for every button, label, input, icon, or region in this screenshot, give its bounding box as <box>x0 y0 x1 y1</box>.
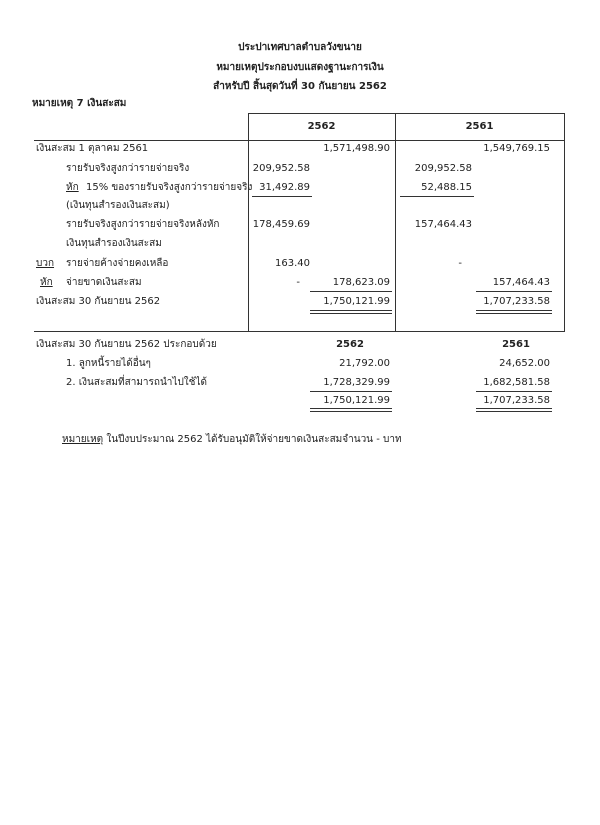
org-name: ประปาเทศบาลตำบลวังขนาย <box>238 42 362 53</box>
footnote-label: หมายเหตุ <box>62 434 104 445</box>
row-reserve-note: (เงินทุนสำรองเงินสะสม) <box>66 200 170 211</box>
row-after-deduct-label: รายรับจริงสูงกว่ารายจ่ายจริงหลังหัก <box>66 219 220 230</box>
table-header-border <box>34 140 565 141</box>
composition-total-2561: 1,707,233.58 <box>483 395 550 406</box>
row-income-2561: 209,952.58 <box>414 163 472 174</box>
row-add-prefix: บวก <box>36 258 55 269</box>
row-add-2561: - <box>458 258 462 269</box>
deduct15-underline-2561 <box>400 196 474 197</box>
note-title: หมายเหตุ 7 เงินสะสม <box>32 98 127 109</box>
composition-item-1-2561: 24,652.00 <box>499 358 550 369</box>
row-closing-label: เงินสะสม 30 กันยายน 2562 <box>36 296 161 307</box>
statement-title: หมายเหตุประกอบงบแสดงฐานะการเงิน <box>216 62 384 73</box>
row-disburse-2562-a: - <box>296 277 300 288</box>
composition-item-1-label: 1. ลูกหนี้รายได้อื่นๆ <box>66 358 151 369</box>
row-deduct15-label: 15% ของรายรับจริงสูงกว่ารายจ่ายจริง <box>86 182 253 193</box>
composition-item-2-2561: 1,682,581.58 <box>483 377 550 388</box>
table-top-border <box>248 113 565 114</box>
row-income-label: รายรับจริงสูงกว่ารายจ่ายจริง <box>66 163 190 174</box>
row-deduct15-prefix: หัก <box>66 182 79 193</box>
disburse-underline-2561 <box>476 291 552 292</box>
row-after-deduct-2562: 178,459.69 <box>252 219 310 230</box>
row-opening-label: เงินสะสม 1 ตุลาคม 2561 <box>36 143 149 154</box>
row-disburse-prefix: หัก <box>40 277 53 288</box>
period-title: สำหรับปี สิ้นสุดวันที่ 30 กันยายน 2562 <box>213 81 387 92</box>
composition-total-2562: 1,750,121.99 <box>323 395 390 406</box>
deduct15-underline-2562 <box>252 196 312 197</box>
composition-col-2561: 2561 <box>502 339 530 350</box>
composition-item-2-2562: 1,728,329.99 <box>323 377 390 388</box>
row-disburse-2562: 178,623.09 <box>332 277 390 288</box>
composition-item-1-2562: 21,792.00 <box>339 358 390 369</box>
row-after-deduct-2561: 157,464.43 <box>414 219 472 230</box>
composition-item-2-label: 2. เงินสะสมที่สามารถนำไปใช้ได้ <box>66 377 207 388</box>
composition-underline-2561 <box>476 391 552 392</box>
table-bottom-border <box>34 331 565 332</box>
row-after-deduct-label-2: เงินทุนสำรองเงินสะสม <box>66 238 162 249</box>
closing-double-underline-2561 <box>476 310 552 314</box>
col-header-2562: 2562 <box>307 121 336 132</box>
composition-label: เงินสะสม 30 กันยายน 2562 ประกอบด้วย <box>36 339 217 350</box>
col-header-2561: 2561 <box>465 121 494 132</box>
table-col-divider-3 <box>564 113 565 331</box>
row-opening-2561: 1,549,769.15 <box>483 143 550 154</box>
footnote <box>62 434 402 446</box>
row-disburse-2561: 157,464.43 <box>492 277 550 288</box>
row-deduct15-2562: 31,492.89 <box>259 182 310 193</box>
row-deduct15-2561: 52,488.15 <box>421 182 472 193</box>
footnote-text: ในปีงบประมาณ 2562 ได้รับอนุมัติให้จ่ายขาดเงินสะสมจำนวน - บาท <box>103 434 402 445</box>
disburse-underline-2562 <box>310 291 392 292</box>
row-closing-2562: 1,750,121.99 <box>323 296 390 307</box>
row-income-2562: 209,952.58 <box>252 163 310 174</box>
composition-underline-2562 <box>310 391 392 392</box>
row-add-2562: 163.40 <box>275 258 310 269</box>
closing-double-underline-2562 <box>310 310 392 314</box>
row-opening-2562: 1,571,498.90 <box>323 143 390 154</box>
composition-double-underline-2561 <box>476 408 552 412</box>
composition-double-underline-2562 <box>310 408 392 412</box>
composition-col-2562: 2562 <box>336 339 364 350</box>
row-disburse-label: จ่ายขาดเงินสะสม <box>66 277 142 288</box>
row-add-label: รายจ่ายค้างจ่ายคงเหลือ <box>66 258 169 269</box>
row-closing-2561: 1,707,233.58 <box>483 296 550 307</box>
